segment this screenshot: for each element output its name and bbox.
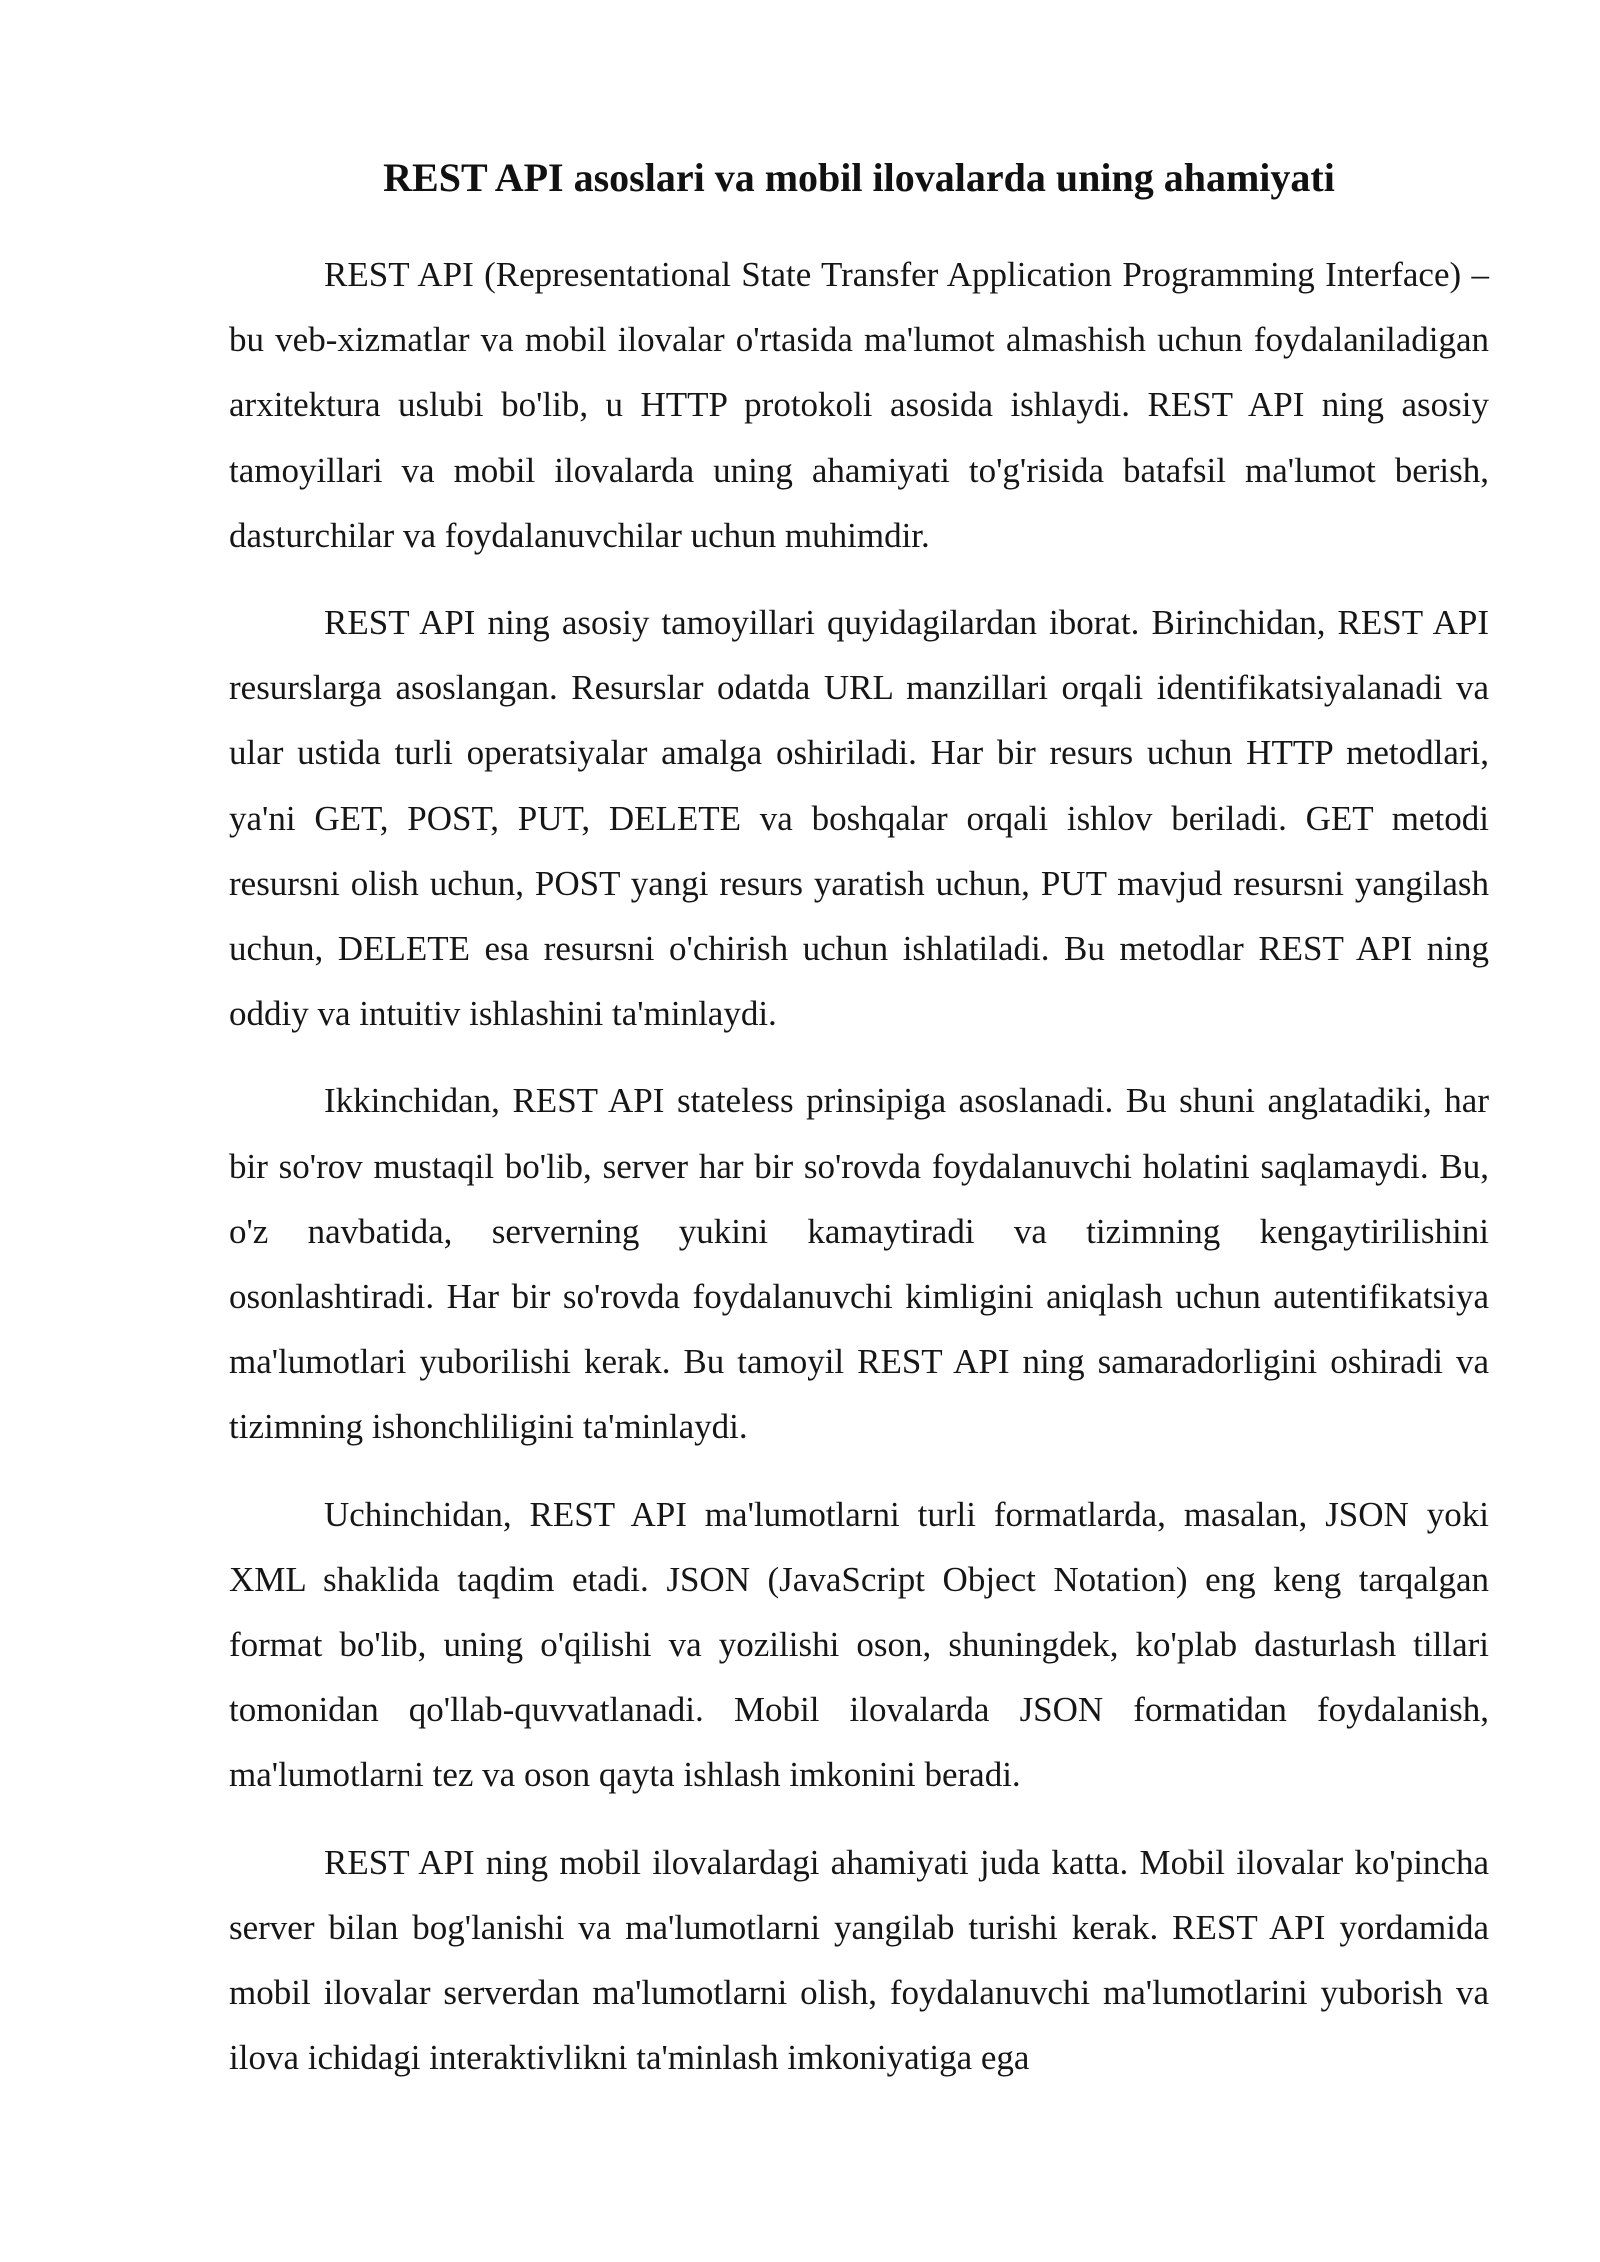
paragraph-data-formats: Uchinchidan, REST API ma'lumotlarni turli formatlarda, masalan, JSON yoki XML shaklida taqdim etadi. JSON (JavaScript Object Notation) eng keng tarqalgan format bo'lib, uning o'qilishi va yozilishi oson, shuningdek, ko'plab dasturlash tillari tomonidan qo'llab-quvvatlanadi. Mobil ilovalarda JSON formatidan foydalanish, ma'lumotlarni tez va oson qayta ishlash imkonini beradi. [229,1494,1489,1795]
paragraph-mobile-importance: REST API ning mobil ilovalardagi ahamiyati juda katta. Mobil ilovalar ko'pincha server bilan bog'lanishi va ma'lumotlarni yangilab turishi kerak. REST API yordamida mobil ilovalar serverdan ma'lumotlarni olish, foydalanuvchi ma'lumotlarini yuborish va ilova ichidagi interaktivlikni ta'minlash imkoniyatiga ega [229,1842,1489,2078]
document-title: REST API asoslari va mobil ilovalarda uning ahamiyati [383,155,1335,200]
paragraph-stateless-principle: Ikkinchidan, REST API stateless prinsipiga asoslanadi. Bu shuni anglatadiki, har bir so'rov mustaqil bo'lib, server har bir so'rovda foydalanuvchi holatini saqlamaydi. Bu, o'z navbatida, serverning yukini kamaytiradi va tizimning kengaytirilishini osonlashtiradi. Har bir so'rovda foydalanuvchi kimligini aniqlash uchun autentifikatsiya ma'lumotlari yuborilishi kerak. Bu tamoyil REST API ning samaradorligini oshiradi va tizimning ishonchliligini ta'minlaydi. [229,1081,1489,1447]
paragraph-resources-http-methods: REST API ning asosiy tamoyillari quyidagilardan iborat. Birinchidan, REST API resurslarga asoslangan. Resurslar odatda URL manzillari orqali identifikatsiyalanadi va ular ustida turli operatsiyalar amalga oshiriladi. Har bir resurs uchun HTTP metodlari, ya'ni GET, POST, PUT, DELETE va boshqalar orqali ishlov beriladi. GET metodi resursni olish uchun, POST yangi resurs yaratish uchun, PUT mavjud resursni yangilash uchun, DELETE esa resursni o'chirish uchun ishlatiladi. Bu metodlar REST API ning oddiy va intuitiv ishlashini ta'minlaydi. [229,603,1489,1034]
paragraph-rest-api-definition: REST API (Representational State Transfer Application Programming Interface) – bu veb-xizmatlar va mobil ilovalar o'rtasida ma'lumot almashish uchun foydalaniladigan arxitektura uslubi bo'lib, u HTTP protokoli asosida ishlaydi. REST API ning asosiy tamoyillari va mobil ilovalarda uning ahamiyati to'g'risida batafsil ma'lumot berish, dasturchilar va foydalanuvchilar uchun muhimdir. [229,255,1489,555]
document-body [229,242,1489,2112]
